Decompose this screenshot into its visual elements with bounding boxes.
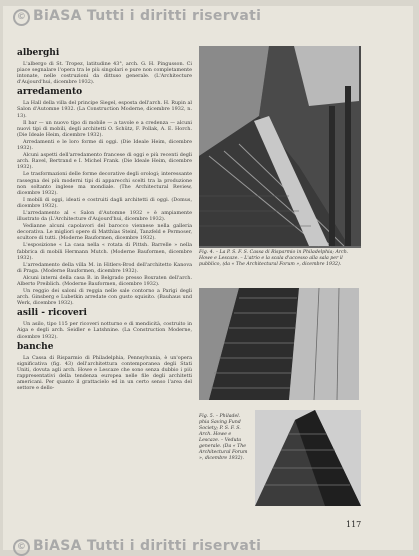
heading-arredamento: arredamento — [17, 87, 83, 98]
paragraph: L'albergo di St. Tropez, latitudine 43°, arch. G. H. Pingusson. Ci piace segnalare l'opera tra le più singolari e pure non completamente intonate, nelle costruzioni da dittuso generale. (L'Architecture d'Aujourd'hui, dicembre 1932). — [17, 61, 192, 86]
page — [3, 6, 413, 554]
copyright-icon: © — [13, 539, 30, 556]
paragraph: L'arredamento al « Salon d'Automne 1932 » è ampiamente illustrato da (L'Architecture d'Aujourd'hui, dicembre 1932). — [17, 209, 192, 223]
copyright-icon: © — [13, 9, 30, 26]
heading-banche: banche — [17, 341, 54, 352]
watermark-top — [13, 8, 261, 26]
paragraph: L'esposizione « La casa nella « rotata di Pittsh. Barrelle » nella fabbrica di mobili Hermann Mutch. (Moderne Bauformen, dicembre 1932). — [17, 242, 192, 261]
page-number: 117 — [346, 520, 362, 529]
paragraph: La Cassa di Risparmio di Philadelphia, Pennsylvania, è un'opera significativa (fig. 43) dell'architettura contemporanea degli Stati Uniti, dovuta agli arch. Howe e Lescaze che sono senza dubbio i più rappresentativi della tendenza europea nelle file degli architetti americani. Per quanto il grattacielo ed in un certo senso l'area del settore e dello- — [17, 354, 192, 392]
photo-tower-view — [255, 410, 361, 506]
paragraph: Un reggio dei saloni di reggia nelle sale contorno a Parigi degli arch. Ginsberg e Lubetkin arredate con gusto squisito. (Bauhaus und Werk, dicembre 1932). — [17, 288, 192, 307]
paragraph: Alcuni interni della casa B. in Belgrado presso Boxraten dell'arch. Alberto Preiblich. (Moderne Bauformen, dicembre 1932). — [17, 274, 192, 287]
paragraph: Il bar — un nuovo tipo di mobile — a tavole e a credenza — alcuni nuovi tipi di mobili, degli architetti O. Schütz, F. Pollak, A. E. Horch. (Die Ideale Heim, dicembre 1932). — [17, 119, 192, 138]
watermark-bottom — [13, 538, 261, 556]
paragraph: Le trasformazioni delle forme decorative degli orologi; interessante rassegna dei più moderni tipi di apparecchi scelti tra la produzione non soltanto inglese ma mondiale. (The Architectural Review, dicembre 1932). — [17, 171, 192, 196]
paragraph: Arredamenti e le loro forme di oggi. (Die Ideale Heim, dicembre 1932). — [17, 138, 192, 152]
photo-escalator-hall — [199, 46, 361, 248]
paragraph: Vedianne alcuni capolavori del barocco viennese nella galleria decorativa. Le migliori opere di Matthias Steinl, Tanzfeld e Permoser, scultore di tutti. (Moderne Bauformen, dicembre 1932). — [17, 223, 192, 242]
caption-figure-5: Fig. 5. – Philadel. phia Saving Fund Society; P. S. F. S. Arch. Howe e Lescaze. – Veduta generale. (Da « The Architectural Forum », dicembre 1932). — [199, 414, 248, 461]
heading-asili-ricoveri: asili - ricoveri — [17, 308, 87, 319]
watermark-bottom-text: BiASA Tutti i diritti riservati — [33, 538, 262, 554]
caption-figure-4: Fig. 4. – La P. S. F. S. Cassa di Risparmio in Philadelphia; Arch. Howe e Lescaze. – L'atrio e la scala d'accesso alla sala per il pubblico, (da « The Architectural Forum », dicembre 1932). — [199, 250, 349, 267]
paragraph: Un asilo, tipo 115 per ricoveri notturno e di mendicità, costruito in Aiga e degli arch. Seidler e Latshnine. (La Construction Moderne, dicembre 1932). — [17, 321, 192, 340]
paragraph: L'arredamento della villa M. in Hitlers-Brod dell'architetto Kanova di Praga. (Moderne Bauformen, dicembre 1932). — [17, 261, 192, 274]
watermark-top-text: BiASA Tutti i diritti riservati — [33, 8, 262, 24]
photo-building-exterior — [199, 288, 359, 400]
text-column — [17, 46, 192, 392]
heading-alberghi: alberghi — [17, 48, 60, 58]
paragraph: La Hall della villa del principe Siegel, esposta dell'arch. H. Rupin al Salon d'Automne 1932. (La Construction Moderne, dicembre 1932, n. 13). — [17, 100, 192, 119]
paragraph: I mobili di oggi, ideati e costruiti dagli architetti di oggi. (Domus, dicembre 1932). — [17, 196, 192, 209]
paragraph: Alcuni aspetti dell'arredamento francese di oggi e più recenti degli arch. Ravel, Bertrand e I. Michel Frank. (Die Ideale Heim, dicembre 1932). — [17, 152, 192, 171]
